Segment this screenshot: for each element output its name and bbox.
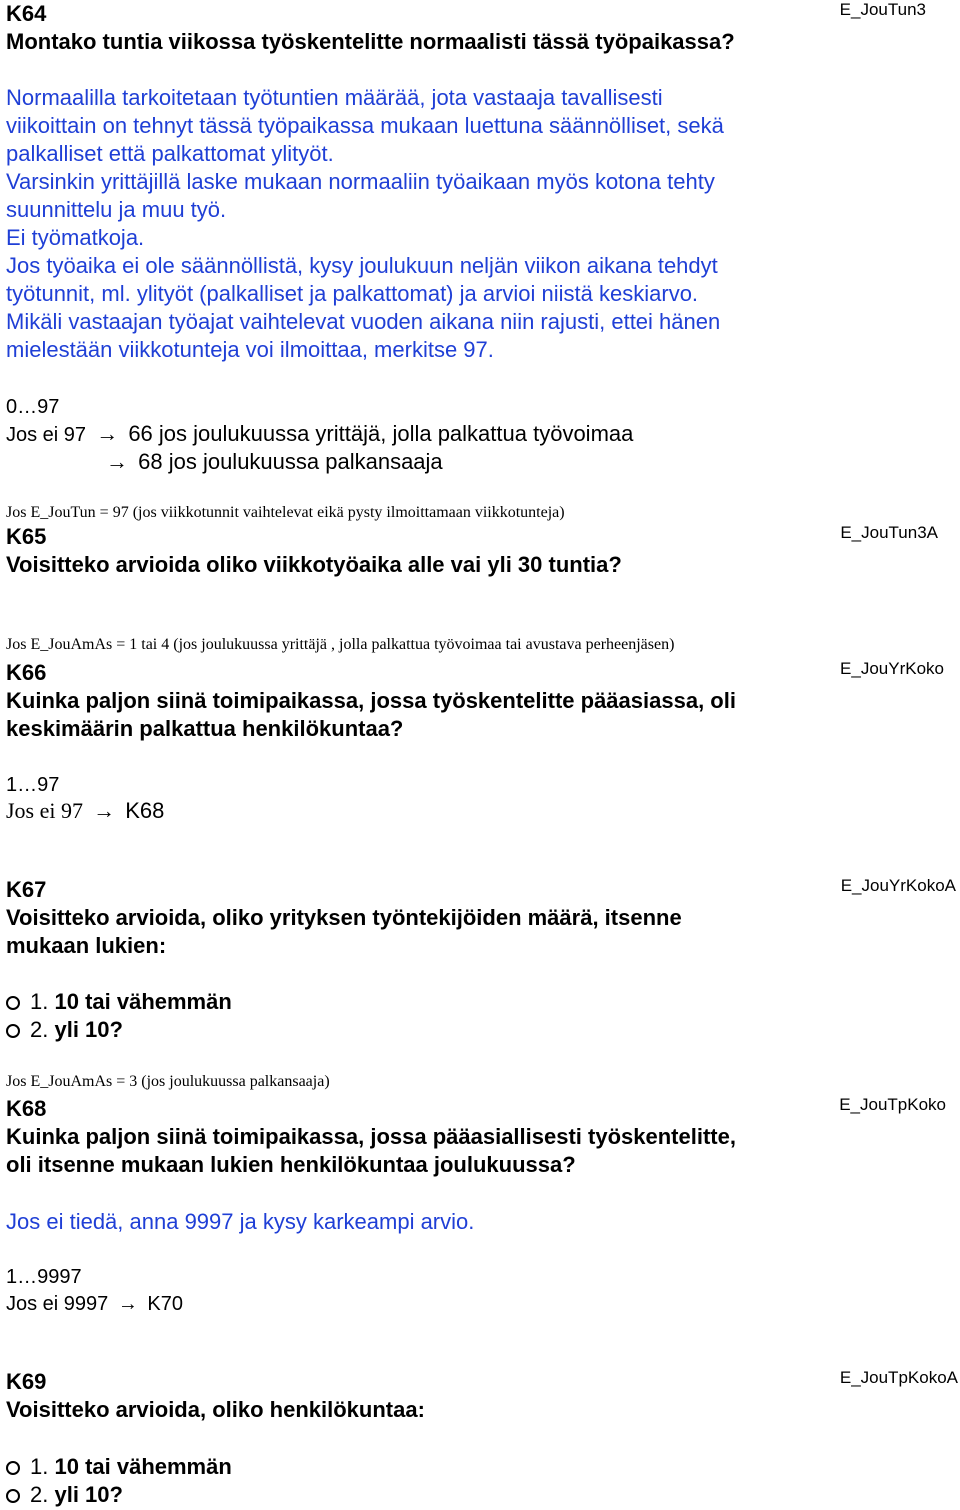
question-text: Kuinka paljon siinä toimipaikassa, jossa pääasiallisesti työskentelitte,: [6, 1124, 736, 1149]
skip-rule: [6, 420, 633, 449]
skip-target: K68: [125, 798, 165, 823]
skip-condition: Jos ei 9997: [6, 1293, 109, 1315]
note-line: mielestään viikkotunteja voi ilmoittaa, merkitse 97.: [6, 337, 494, 362]
note-line: Mikäli vastaajan työajat vaihtelevat vuoden aikana niin rajusti, ettei hänen: [6, 309, 721, 334]
interviewer-notes: [6, 1208, 474, 1236]
question-text: Voisitteko arvioida, oliko yrityksen työntekijöiden määrä, itsenne: [6, 905, 682, 930]
answer-options: [6, 1453, 232, 1509]
note-line: Ei työmatkoja.: [6, 225, 145, 250]
note-line: Normaalilla tarkoitetaan työtuntien määrää, jota vastaaja tavallisesti: [6, 85, 663, 110]
question-text: Montako tuntia viikossa työskentelitte normaalisti tässä työpaikassa?: [6, 29, 735, 54]
arrow-right-icon: →: [117, 1293, 138, 1315]
range-text: 1…97: [6, 774, 60, 796]
question-k65: [6, 523, 622, 579]
radio-circle-icon[interactable]: [6, 1024, 20, 1038]
question-code: K69: [6, 1369, 47, 1394]
answer-range: [6, 1263, 82, 1291]
skip-rule: [6, 797, 164, 825]
question-text: Kuinka paljon siinä toimipaikassa, jossa työskentelitte pääasiassa, oli: [6, 688, 736, 713]
variable-name: E_JouTun3: [839, 0, 926, 19]
option-2[interactable]: 2. yli 10?: [6, 1481, 232, 1509]
question-k67: [6, 876, 682, 960]
question-code: K68: [6, 1096, 47, 1121]
range-text: 0…97: [6, 396, 60, 418]
skip-rule: [102, 448, 443, 476]
option-1[interactable]: 1. 10 tai vähemmän: [6, 988, 232, 1016]
arrow-right-icon: →: [106, 449, 128, 474]
filter-condition: [6, 1071, 330, 1093]
note-line: palkalliset että palkattomat ylityöt.: [6, 141, 334, 166]
arrow-right-icon: →: [96, 421, 119, 446]
question-k66: [6, 659, 736, 743]
variable-name: E_JouYrKoko: [840, 659, 944, 678]
question-text: oli itsenne mukaan lukien henkilökuntaa joulukuussa?: [6, 1152, 576, 1177]
variable-name: E_JouTun3A: [840, 523, 938, 542]
variable-name: E_JouTpKokoA: [839, 1368, 958, 1387]
note-line: viikoittain on tehnyt tässä työpaikassa mukaan luettuna säännölliset, sekä: [6, 113, 724, 138]
condition-text: Jos E_JouAmAs = 3 (jos joulukuussa palkansaaja): [6, 1073, 330, 1090]
skip-target: K70: [147, 1293, 184, 1315]
question-code: K65: [6, 524, 47, 549]
question-k69: [6, 1368, 425, 1424]
answer-range: [6, 771, 59, 799]
variable-name: E_JouTpKoko: [839, 1095, 946, 1114]
skip-target: 68 jos joulukuussa palkansaaja: [138, 449, 443, 474]
radio-circle-icon[interactable]: [6, 996, 20, 1010]
question-code: K67: [6, 877, 47, 902]
question-code: K64: [6, 1, 47, 26]
question-text: keskimäärin palkattua henkilökuntaa?: [6, 716, 404, 741]
question-text: Voisitteko arvioida, oliko henkilökuntaa:: [6, 1397, 425, 1422]
skip-condition: Jos ei 97: [6, 424, 87, 446]
condition-text: Jos E_JouTun = 97 (jos viikkotunnit vaihtelevat eikä pysty ilmoittamaan viikkotunteja): [6, 504, 565, 521]
question-k64: [6, 0, 735, 56]
option-1[interactable]: 1. 10 tai vähemmän: [6, 1453, 232, 1481]
range-text: 1…9997: [6, 1266, 82, 1288]
question-text: mukaan lukien:: [6, 933, 167, 958]
question-text: Voisitteko arvioida oliko viikkotyöaika alle vai yli 30 tuntia?: [6, 552, 622, 577]
interviewer-notes: [6, 84, 724, 364]
skip-condition: Jos ei 97: [6, 798, 83, 823]
filter-condition: [6, 502, 565, 524]
skip-rule: [6, 1290, 183, 1318]
option-2[interactable]: 2. yli 10?: [6, 1016, 232, 1044]
filter-condition: [6, 634, 674, 656]
radio-circle-icon[interactable]: [6, 1489, 20, 1503]
arrow-right-icon: →: [93, 798, 116, 823]
note-line: Varsinkin yrittäjillä laske mukaan normaaliin työaikaan myös kotona tehty: [6, 169, 715, 194]
note-line: suunnittelu ja muu työ.: [6, 197, 227, 222]
question-code: K66: [6, 660, 47, 685]
skip-target: 66 jos joulukuussa yrittäjä, jolla palkattua työvoimaa: [128, 421, 634, 446]
radio-circle-icon[interactable]: [6, 1461, 20, 1475]
note-line: Jos ei tiedä, anna 9997 ja kysy karkeampi arvio.: [6, 1209, 475, 1234]
answer-options: [6, 988, 232, 1044]
answer-range: [6, 393, 59, 421]
note-line: työtunnit, ml. ylityöt (palkalliset ja palkattomat) ja arvioi niistä keskiarvo.: [6, 281, 699, 306]
question-k68: [6, 1095, 736, 1179]
variable-name: E_JouYrKokoA: [840, 876, 956, 895]
note-line: Jos työaika ei ole säännöllistä, kysy joulukuun neljän viikon aikana tehdyt: [6, 253, 718, 278]
condition-text: Jos E_JouAmAs = 1 tai 4 (jos joulukuussa yrittäjä , jolla palkattua työvoimaa tai avustava perheenjäsen): [6, 636, 675, 653]
